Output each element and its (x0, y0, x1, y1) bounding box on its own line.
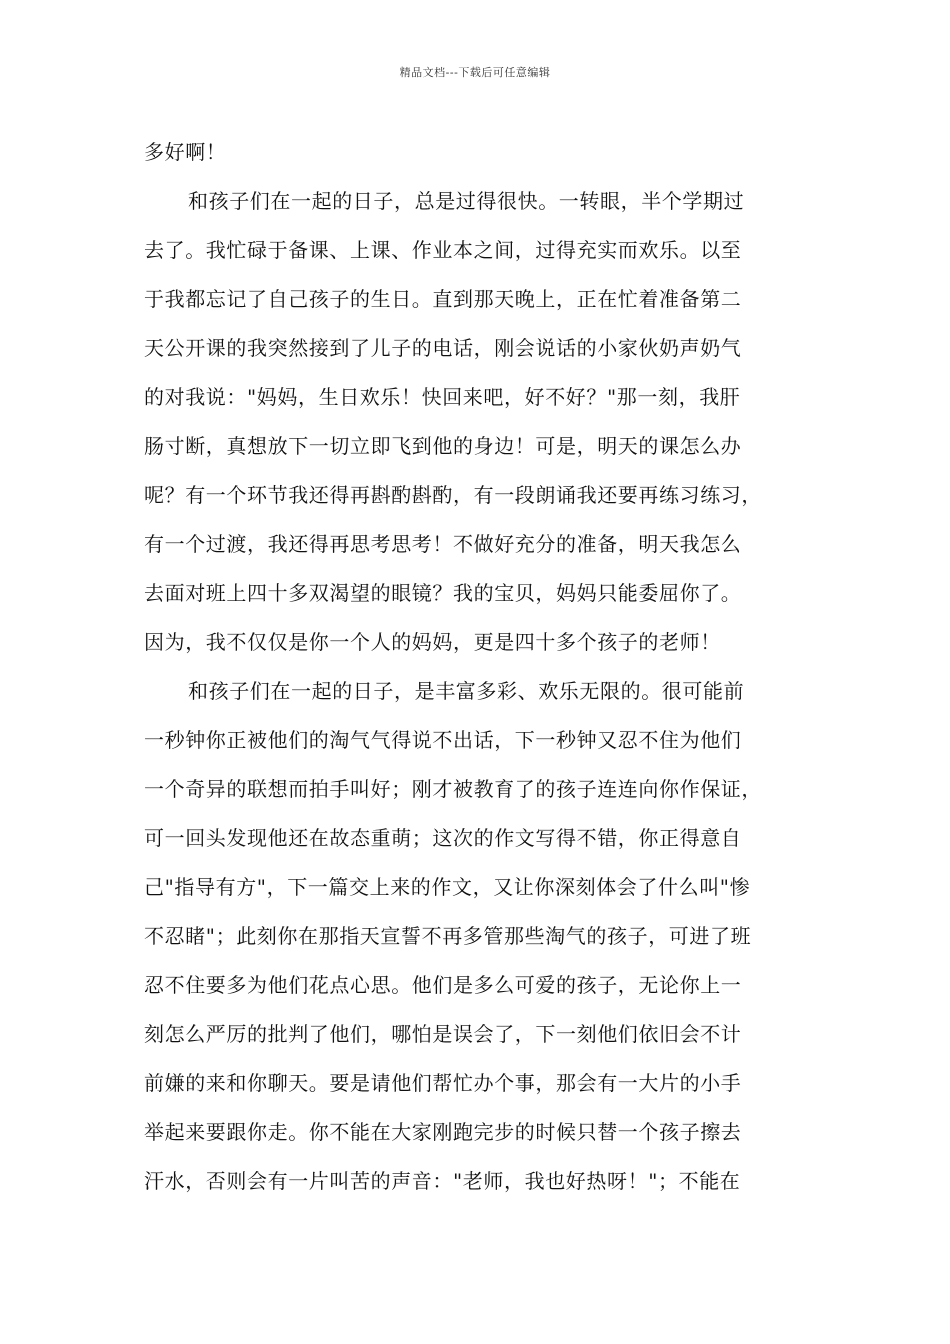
paragraph-first-line: 和孩子们在一起的日子，是丰富多彩、欢乐无限的。很可能前 (188, 679, 745, 703)
text-line: 呢？有一个环节我还得再斟酌斟酌，有一段朗诵我还要再练习练习， (144, 483, 762, 507)
text-line: 因为，我不仅仅是你一个人的妈妈，更是四十多个孩子的老师！ (144, 630, 721, 654)
text-line: 肠寸断，真想放下一切立即飞到他的身边！可是，明天的课怎么办 (144, 434, 742, 458)
text-line: 不忍睹"；此刻你在那指天宣誓不再多管那些淘气的孩子，可进了班 (144, 924, 752, 948)
text-line: 去了。我忙碌于备课、上课、作业本之间，过得充实而欢乐。以至 (144, 238, 742, 262)
text-line: 汗水，否则会有一片叫苦的声音："老师，我也好热呀！"；不能在 (144, 1169, 741, 1193)
text-line: 的对我说："妈妈，生日欢乐！快回来吧，好不好？"那一刻，我肝 (144, 385, 741, 409)
text-line: 于我都忘记了自己孩子的生日。直到那天晚上，正在忙着准备第二 (144, 287, 742, 311)
text-line: 一个奇异的联想而拍手叫好；刚才被教育了的孩子连连向你作保证， (144, 777, 762, 801)
text-line: 举起来要跟你走。你不能在大家刚跑完步的时候只替一个孩子擦去 (144, 1120, 742, 1144)
document-body (144, 128, 824, 1206)
text-line: 一秒钟你正被他们的淘气气得说不出话，下一秒钟又忍不住为他们 (144, 728, 742, 752)
text-line: 刻怎么严厉的批判了他们，哪怕是误会了，下一刻他们依旧会不计 (144, 1022, 742, 1046)
text-line: 天公开课的我突然接到了儿子的电话，刚会说话的小家伙奶声奶气 (144, 336, 742, 360)
text-line: 多好啊！ (144, 140, 227, 164)
paragraph-first-line: 和孩子们在一起的日子，总是过得很快。一转眼，半个学期过 (188, 189, 745, 213)
text-line: 前嫌的来和你聊天。要是请他们帮忙办个事，那会有一大片的小手 (144, 1071, 742, 1095)
text-line: 己"指导有方"，下一篇交上来的作文，又让你深刻体会了什么叫"惨 (144, 875, 751, 899)
text-line: 去面对班上四十多双渴望的眼镜？我的宝贝，妈妈只能委屈你了。 (144, 581, 742, 605)
text-line: 有一个过渡，我还得再思考思考！不做好充分的准备，明天我怎么 (144, 532, 742, 556)
page-header: 精品文档---下载后可任意编辑 (399, 66, 551, 79)
text-line: 可一回头发现他还在故态重萌；这次的作文写得不错，你正得意自 (144, 826, 742, 850)
text-line: 忍不住要多为他们花点心思。他们是多么可爱的孩子，无论你上一 (144, 973, 742, 997)
